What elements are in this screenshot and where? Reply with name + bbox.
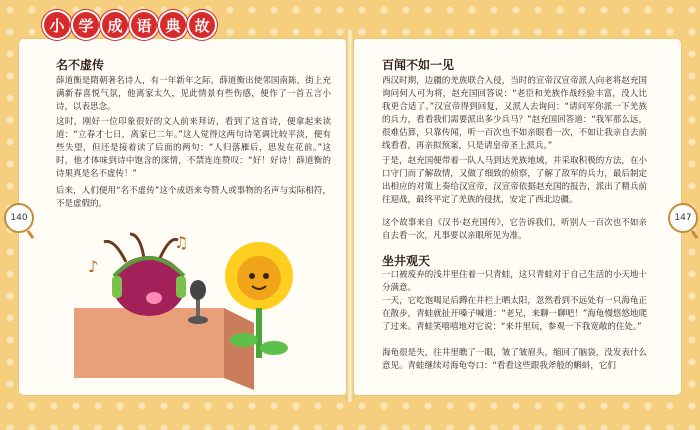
series-title-char: 故 <box>189 12 215 38</box>
svg-text:♪: ♪ <box>88 257 99 276</box>
story-paragraph: 这时，刚好一位印象很好的文人前来拜访，看到了这首诗，便拿起来读道：“立春才七日，离家已二年。”这人觉得这两句诗笔调比较平淡，便有些失望，但还是接着读了后面的两句：“人归落雁后，思发在花前。”这时，他才体味到诗中饱含的深情，不禁连连赞叹：“好！好诗！薛道衡的诗果真是名不虚传！” <box>56 117 331 179</box>
series-title <box>44 12 215 38</box>
story-paragraph: 薛道衡是隋朝著名诗人，有一年新年之际，薛道衡出使邻国南陈，街上充满新春喜悦气氛，他离家太久，见此情景有些伤感，便作了一首五言小诗，以表思念。 <box>56 76 331 112</box>
story-title-ming-bu-xu-chuan: 名不虚传 <box>56 58 105 72</box>
story-paragraph: 于是，赵充国便带着一队人马到达羌族地域，并采取积极的方法，在小口守门而了解敌情，又做了细致的侦察，了解了敌军的兵力，最后制定出相应的对策上奏给汉宣帝，汉宣帝依据赵充国的报告，派出了精兵前往迎战，最终平定了羌族的侵扰，安定了西北边疆。 <box>382 156 647 205</box>
story-paragraph: 一天，它吃饱喝足后蹲在井栏上晒太阳，忽然看到不远处有一只海龟正在散步，青蛙就扯开嗓子喊道：“老兄，来聊一聊吧！”海龟慢悠悠地爬了过来。青蛙笑嘻嘻地对它说：“来井里玩，参观一下我宽敞的住处。” <box>382 296 647 332</box>
story-paragraph: 一口被废弃的浅井里住着一只青蛙，这只青蛙对于自己生活的小天地十分满意。 <box>382 270 647 293</box>
story-title-bai-wen-bu-ru-yi-jian: 百闻不如一见 <box>382 58 455 72</box>
page-number-right: 147 <box>668 203 698 233</box>
series-title-char: 典 <box>160 12 186 38</box>
story-paragraph: 这个故事来自《汉书·赵充国传》，它告诉我们，听别人一百次也不如亲自去看一次，凡事要以亲眼所见为准。 <box>382 218 647 241</box>
series-title-char: 学 <box>73 12 99 38</box>
story-title-zuo-jing-guan-tian: 坐井观天 <box>382 254 431 268</box>
plants-illustration <box>74 228 314 390</box>
story-paragraph: 后来，人们便用“名不虚传”这个成语来夸赞人或事物的名声与实际相符，不是虚假的。 <box>56 186 331 209</box>
svg-text:♫: ♫ <box>174 233 189 252</box>
book-spine <box>346 30 354 402</box>
page-number-left: 140 <box>4 203 34 233</box>
series-title-char: 语 <box>131 12 157 38</box>
series-title-char: 小 <box>44 12 70 38</box>
story-paragraph: 西汉时期，边疆的羌族联合入侵，当时的宣帝汉宣帝派人向老将赵充国询问何人可为将，赵充国回答说：“老臣和羌族作战经验丰富，没人比我更合适了。”汉宣帝得到回复，又派人去询问：“请问军你派一下羌族的兵力，看看我们需要派出多少兵马？”赵充国回答道：“我军那么远，很难估算，只靠传闻，听一百次也不如亲眼看一次，不如让我亲自去前线看看，再亲拟预案，只是请皇帝圣上派兵。” <box>382 76 647 151</box>
series-title-char: 成 <box>102 12 128 38</box>
story-paragraph: 海龟很是失，往井里瞧了一眼，皱了皱眉头，缩回了脑袋，没发表什么意见。青蛙继续对海龟夸口：“看看这些跟我斧般的蝌蚪，它们 <box>382 348 647 371</box>
